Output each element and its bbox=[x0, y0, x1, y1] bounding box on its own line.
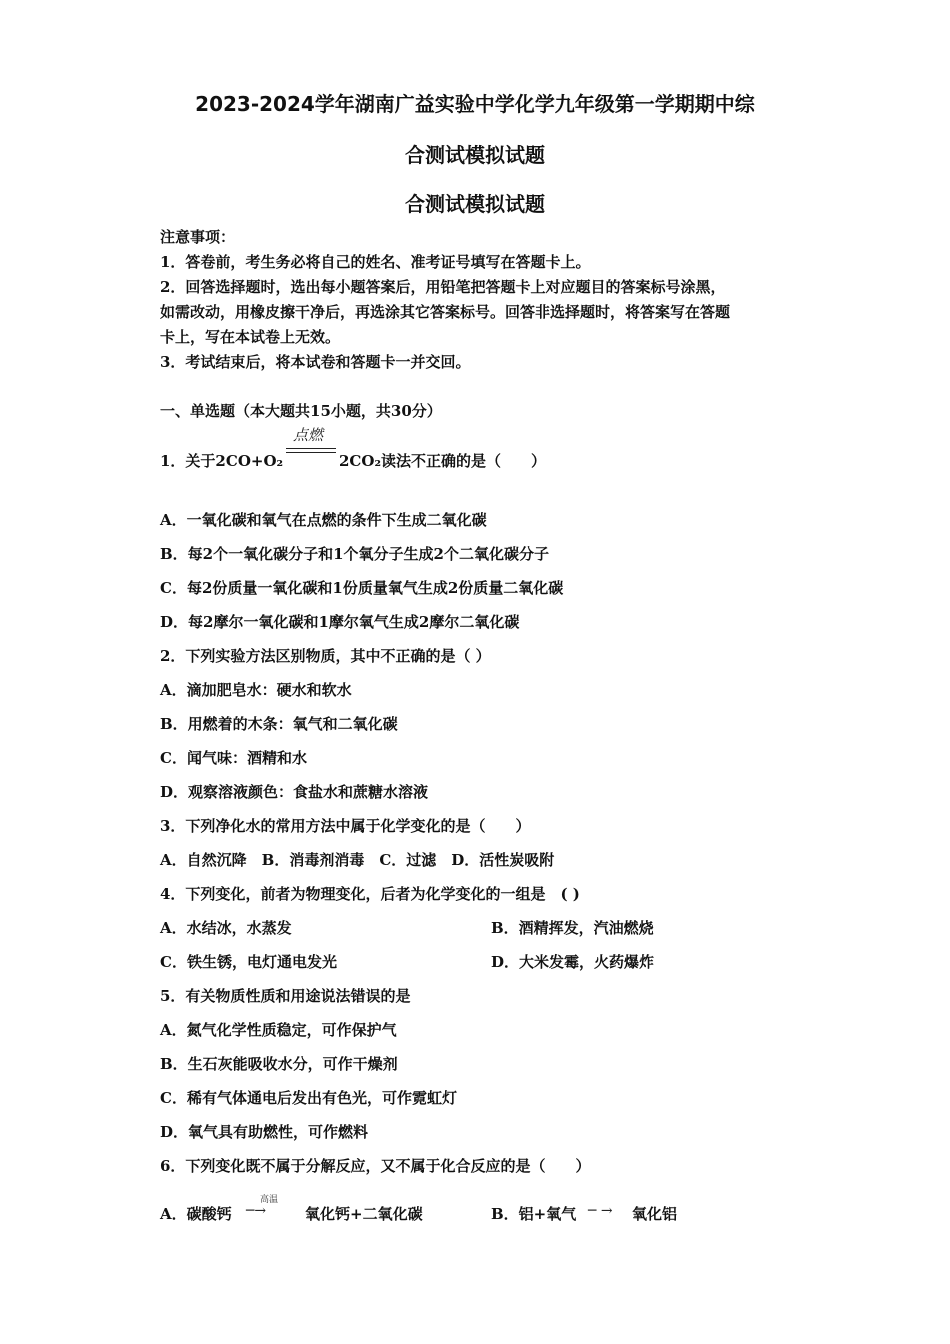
notice-item-2-line1: 2．回答选择题时，选出每小题答案后，用铅笔把答题卡上对应题目的答案标号涂黑， bbox=[160, 278, 726, 296]
q2-option-c: C．闻气味：酒精和水 bbox=[160, 749, 307, 767]
q6-option-a-arrow: ─→ bbox=[246, 1203, 267, 1219]
q2-option-b: B．用燃着的木条：氧气和二氧化碳 bbox=[160, 715, 398, 733]
q2-stem: 2．下列实验方法区别物质，其中不正确的是（ ） bbox=[160, 647, 491, 665]
notice-item-3: 3．考试结束后，将本试卷和答题卡一并交回。 bbox=[160, 353, 471, 371]
q6-option-a-right: 氧化钙+二氧化碳 bbox=[305, 1205, 423, 1223]
exam-title-line3: 合测试模拟试题 bbox=[405, 192, 545, 216]
q2-option-a: A．滴加肥皂水：硬水和软水 bbox=[160, 681, 352, 699]
q5-option-c: C．稀有气体通电后发出有色光，可作霓虹灯 bbox=[160, 1089, 457, 1107]
notice-heading: 注意事项： bbox=[160, 228, 236, 246]
q1-option-c: C．每2份质量一氧化碳和1份质量氧气生成2份质量二氧化碳 bbox=[160, 579, 564, 597]
q6-option-b-right: 氧化铝 bbox=[632, 1205, 678, 1223]
notice-item-2-line2: 如需改动，用橡皮擦干净后，再选涂其它答案标号。回答非选择题时，将答案写在答题 bbox=[160, 303, 731, 321]
q6-option-b-left: B．铝+氧气 bbox=[491, 1205, 577, 1223]
q5-stem: 5．有关物质性质和用途说法错误的是 bbox=[160, 987, 411, 1005]
section-heading: 一、单选题（本大题共15小题，共30分） bbox=[160, 402, 442, 420]
q2-option-d: D．观察溶液颜色：食盐水和蔗糖水溶液 bbox=[160, 783, 429, 801]
q6-stem: 6．下列变化既不属于分解反应，又不属于化合反应的是（ ） bbox=[160, 1157, 591, 1175]
q6-option-a-left: A．碳酸钙 bbox=[160, 1205, 232, 1223]
q4-option-b: B．酒精挥发，汽油燃烧 bbox=[491, 919, 654, 937]
exam-title-line1: 2023-2024学年湖南广益实验中学化学九年级第一学期期中综 bbox=[195, 92, 755, 116]
q4-option-c: C．铁生锈，电灯通电发光 bbox=[160, 953, 337, 971]
q1-option-b: B．每2个一氧化碳分子和1个氧分子生成2个二氧化碳分子 bbox=[160, 545, 549, 563]
q6-option-a-condition: 高温 bbox=[260, 1195, 279, 1205]
q5-option-a: A．氮气化学性质稳定，可作保护气 bbox=[160, 1021, 397, 1039]
q1-equals-top bbox=[286, 448, 336, 449]
q1-condition: 点燃 bbox=[293, 426, 324, 444]
q1-option-a: A．一氧化碳和氧气在点燃的条件下生成二氧化碳 bbox=[160, 511, 487, 529]
q1-prefix: 1．关于2CO+O₂ bbox=[160, 452, 284, 470]
q4-option-a: A．水结冰，水蒸发 bbox=[160, 919, 292, 937]
notice-item-1: 1．答卷前，考生务必将自己的姓名、准考证号填写在答题卡上。 bbox=[160, 253, 591, 271]
q3-options: A．自然沉降 B．消毒剂消毒 C．过滤 D．活性炭吸附 bbox=[160, 851, 555, 869]
q4-stem: 4．下列变化，前者为物理变化，后者为化学变化的一组是 ( ) bbox=[160, 885, 580, 903]
q5-option-b: B．生石灰能吸收水分，可作干燥剂 bbox=[160, 1055, 398, 1073]
q1-equals-bottom bbox=[286, 452, 336, 453]
q4-option-d: D．大米发霉，火药爆炸 bbox=[491, 953, 655, 971]
q3-stem: 3．下列净化水的常用方法中属于化学变化的是（ ） bbox=[160, 817, 531, 835]
q1-suffix: 2CO₂读法不正确的是（ ） bbox=[339, 452, 547, 470]
q5-option-d: D．氧气具有助燃性，可作燃料 bbox=[160, 1123, 369, 1141]
q1-option-d: D．每2摩尔一氧化碳和1摩尔氧气生成2摩尔二氧化碳 bbox=[160, 613, 520, 631]
notice-item-2-line3: 卡上，写在本试卷上无效。 bbox=[160, 328, 341, 346]
q6-option-b-arrow: ─ → bbox=[588, 1203, 613, 1219]
exam-title-line2: 合测试模拟试题 bbox=[405, 143, 545, 167]
